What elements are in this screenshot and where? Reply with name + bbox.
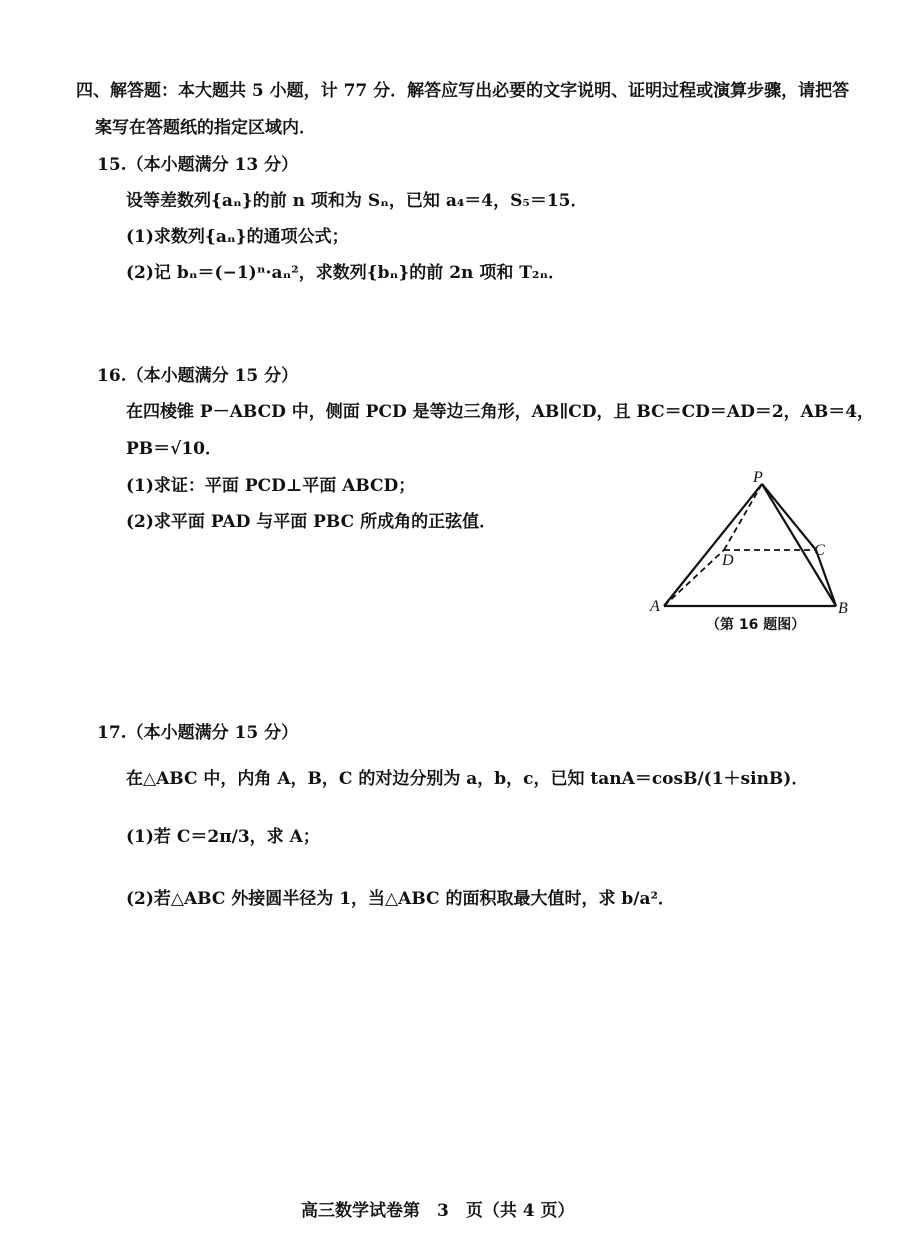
figure-caption: （第 16 题图） (706, 617, 806, 633)
section-heading-line2: 案写在答题纸的指定区域内． (95, 118, 316, 138)
pyramid-figure (640, 462, 870, 642)
q17-part2: (2)若△ABC 外接圆半径为 1，当△ABC 的面积取最大值时，求 b/a²． (126, 889, 675, 909)
label-A: A (650, 598, 660, 615)
edge-PD-hidden (724, 484, 762, 550)
q15-part1: (1)求数列{aₙ}的通项公式； (126, 227, 349, 247)
label-D: D (722, 552, 734, 569)
label-B: B (838, 600, 848, 617)
edge-AD-hidden (664, 550, 724, 606)
label-P: P (753, 469, 763, 486)
section-heading: 四、解答题：本大题共 5 小题，计 77 分．解答应写出必要的文字说明、证明过程或演算步骤，请把答 (76, 81, 850, 101)
label-C: C (814, 542, 825, 559)
page-footer: 高三数学试卷第 3 页（共 4 页） (301, 1201, 575, 1221)
q15-header: 15.（本小题满分 13 分） (97, 155, 299, 175)
q15-stem: 设等差数列{aₙ}的前 n 项和为 Sₙ，已知 a₄＝4，S₅＝15． (126, 191, 588, 211)
q16-header: 16.（本小题满分 15 分） (97, 366, 299, 386)
q17-part1: (1)若 C＝2π/3，求 A； (126, 827, 320, 847)
edge-PA (664, 484, 762, 606)
edge-PB (762, 484, 836, 606)
q17-header: 17.（本小题满分 15 分） (97, 723, 299, 743)
q15-part2: (2)记 bₙ＝(−1)ⁿ·aₙ²，求数列{bₙ}的前 2n 项和 T₂ₙ． (126, 263, 566, 283)
edge-PC (762, 484, 816, 550)
q16-stem-line2: PB＝√10． (126, 439, 222, 459)
q16-part1: (1)求证：平面 PCD⊥平面 ABCD； (126, 476, 416, 496)
q16-stem-line1: 在四棱锥 P－ABCD 中，侧面 PCD 是等边三角形，AB∥CD，且 BC＝CD＝AD＝2，AB＝4， (126, 402, 875, 422)
q16-part2: (2)求平面 PAD 与平面 PBC 所成角的正弦值． (126, 512, 497, 532)
q17-stem: 在△ABC 中，内角 A，B，C 的对边分别为 a，b，c，已知 tanA＝cosB/(1＋sinB)． (126, 769, 809, 789)
